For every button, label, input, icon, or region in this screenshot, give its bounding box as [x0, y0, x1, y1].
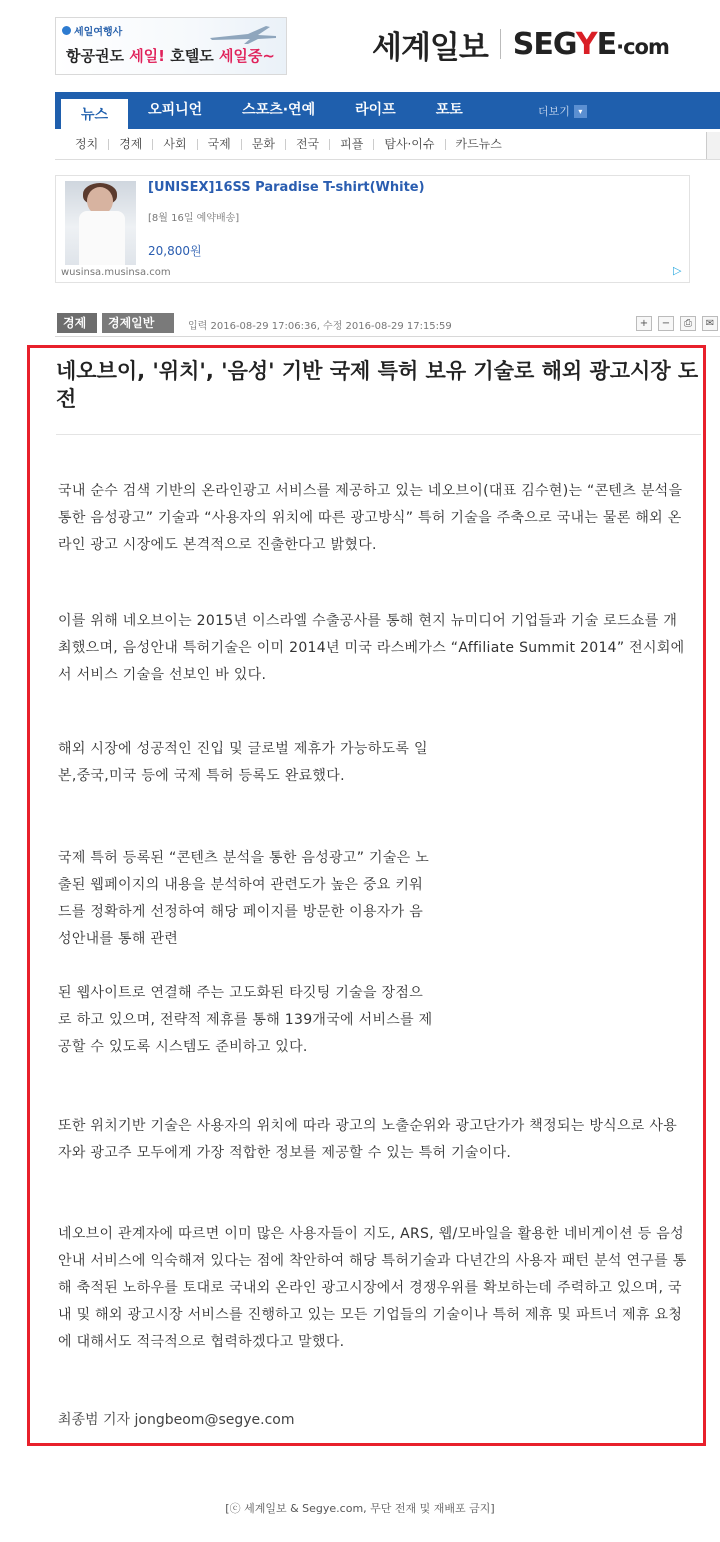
- subcategory-badge[interactable]: 경제일반: [102, 313, 174, 333]
- nav-tab-photo[interactable]: 포토: [435, 102, 463, 118]
- nav-tab-news[interactable]: 뉴스: [61, 96, 128, 129]
- subnav-item-nationwide[interactable]: 전국: [285, 139, 329, 150]
- ad-brand: [62, 23, 122, 38]
- airplane-icon: [208, 24, 278, 46]
- subnav-item-politics[interactable]: 정치: [75, 136, 99, 151]
- print-icon[interactable]: ⎙: [680, 316, 696, 331]
- product-shipping: [8월 16일 예약배송]: [148, 213, 240, 224]
- nav-more-label: 더보기: [538, 105, 570, 118]
- ad-brand-icon: [62, 26, 71, 35]
- email-icon[interactable]: ✉: [702, 316, 718, 331]
- nav-tab-sports-entertainment[interactable]: 스포츠·연예: [242, 102, 316, 118]
- article-paragraph: 또한 위치기반 기술은 사용자의 위치에 따라 광고의 노출순위와 광고단가가 책정되는 방식으로 사용자와 광고주 모두에게 가장 적합한 정보를 제공할 수 있는 특허 기술이다.: [58, 1118, 678, 1161]
- subnav-item-society[interactable]: 사회: [152, 139, 196, 150]
- subnav-edge: [706, 132, 720, 159]
- logo-divider: [500, 29, 501, 59]
- nav-tab-life[interactable]: 라이프: [355, 102, 396, 118]
- sub-nav: [55, 129, 720, 160]
- article-paragraph: 국제 특허 등록된 “콘텐츠 분석을 통한 음성광고” 기술은 노출된 웹페이지의 내용을 분석하여 관련도가 높은 중요 키워드를 정확하게 선정하여 해당 페이지를 방문한 이용자가 음성안내를 통해 관련: [58, 850, 430, 947]
- product-title[interactable]: [UNISEX]16SS Paradise T-shirt(White): [148, 180, 425, 195]
- headline-divider: [56, 434, 701, 435]
- article-paragraph: 된 웹사이트로 연결해 주는 고도화된 타깃팅 기술을 장점으로 하고 있으며, 전략적 제휴를 통해 139개국에 서비스를 제공할 수 있도록 시스템도 준비하고 있다.: [58, 985, 433, 1055]
- article-tools: [636, 316, 718, 331]
- ad-headline: 항공권도 세일! 호텔도 세일중~: [66, 47, 275, 65]
- article-paragraph: 국내 순수 검색 기반의 온라인광고 서비스를 제공하고 있는 네오브이(대표 김수현)는 “콘텐츠 분석을 통한 음성광고” 기술과 “사용자의 위치에 따른 광고방식” 특허 기술을 주축으로 국내는 물론 해외 온라인 광고 시장에도 본격적으로 진출한다고 밝혔다.: [58, 483, 683, 553]
- adchoices-icon[interactable]: ▷: [673, 264, 682, 277]
- article-paragraph: 해외 시장에 성공적인 진입 및 글로벌 제휴가 가능하도록 일본,중국,미국 등에 국제 특허 등록도 완료했다.: [58, 741, 428, 784]
- article-paragraph: 이를 위해 네오브이는 2015년 이스라엘 수출공사를 통해 현지 뉴미디어 기업들과 기술 로드쇼를 개최했으며, 음성안내 특허기술은 이미 2014년 미국 라스베가스 “Affiliate Summit 2014” 전시회에서 서비스 기술을 선보인 바 있다.: [58, 613, 685, 683]
- article-meta-bar: [55, 313, 720, 337]
- chevron-down-icon: ▾: [574, 105, 587, 118]
- subnav-item-international[interactable]: 국제: [197, 139, 241, 150]
- article-byline: 최종범 기자 jongbeom@segye.com: [58, 1412, 295, 1428]
- nav-tab-opinion[interactable]: 오피니언: [148, 102, 203, 118]
- top-banner-ad[interactable]: [55, 17, 287, 75]
- subnav-item-economy[interactable]: 경제: [108, 139, 152, 150]
- category-badge[interactable]: 경제: [57, 313, 97, 333]
- font-increase-icon[interactable]: +: [636, 316, 652, 331]
- product-price: 20,800원: [148, 244, 202, 258]
- subnav-item-culture[interactable]: 문화: [241, 139, 285, 150]
- copyright-footer: [ⓒ 세계일보 & Segye.com, 무단 전재 및 재배포 금지]: [225, 1502, 495, 1515]
- ad-brand-label: 세일여행사: [74, 27, 123, 38]
- subnav-item-investigation[interactable]: 탐사·이슈: [373, 139, 444, 150]
- font-decrease-icon[interactable]: −: [658, 316, 674, 331]
- product-domain[interactable]: wusinsa.musinsa.com: [61, 267, 171, 278]
- site-logo[interactable]: [372, 24, 669, 64]
- product-thumbnail[interactable]: [65, 181, 136, 265]
- main-nav: [55, 92, 720, 129]
- product-ad[interactable]: [55, 175, 690, 283]
- article-timestamp: 입력 2016-08-29 17:06:36, 수정 2016-08-29 17:15:59: [188, 321, 452, 332]
- logo-english: SEGYE·com: [512, 26, 669, 62]
- article-headline: 네오브이, '위치', '음성' 기반 국제 특허 보유 기술로 해외 광고시장 도전: [56, 359, 699, 411]
- subnav-item-card-news[interactable]: 카드뉴스: [445, 139, 512, 150]
- nav-more-button[interactable]: [538, 103, 587, 119]
- subnav-item-people[interactable]: 피플: [329, 139, 373, 150]
- article-paragraph: 네오브이 관계자에 따르면 이미 많은 사용자들이 지도, ARS, 웹/모바일을 활용한 네비게이션 등 음성안내 서비스에 익숙해져 있다는 점에 착안하여 해당 특허기술과 다년간의 사용자 패턴 분석 연구를 통해 축적된 노하우를 토대로 국내외 온라인 광고시장에서 경쟁우위를 확보하는데 주력하고 있으며, 국내 및 해외 광고시장 서비스를 진행하고 있는 모든 기업들의 기술이나 특허 제휴 및 파트너 제휴 요청에 대해서도 적극적으로 협력하겠다고 말했다.: [58, 1226, 687, 1350]
- logo-korean: 세계일보: [372, 29, 488, 66]
